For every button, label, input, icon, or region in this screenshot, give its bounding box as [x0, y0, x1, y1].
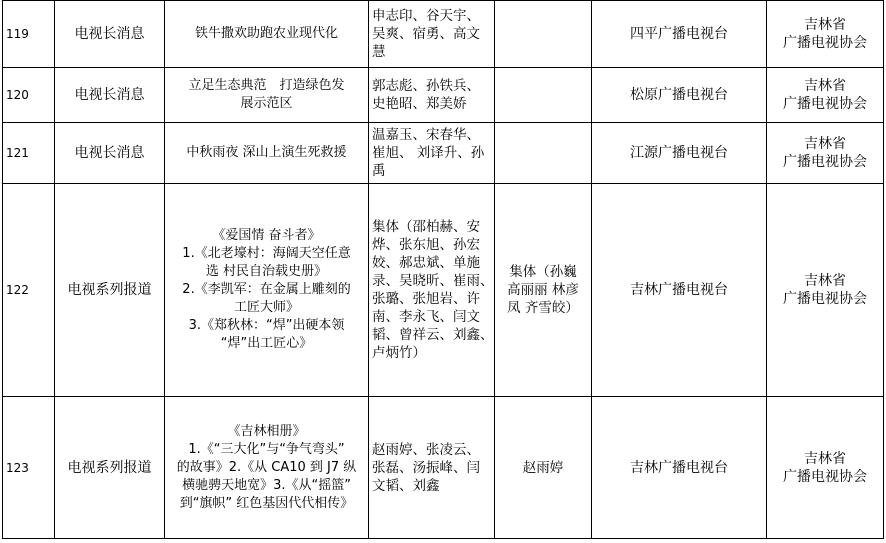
cell-line: 崔旭、 刘译升、孙 [372, 145, 485, 161]
cell-line: 录、吴晓昕、崔雨、 [372, 273, 494, 289]
publishing-unit: 四平广播电视台 [592, 1, 767, 68]
award-category: 电视系列报道 [55, 397, 165, 539]
cell-line: 赵雨婷、张凌云、 [372, 441, 480, 458]
cell-line: 广播电视协会 [783, 35, 867, 51]
table-body [3, 1, 884, 539]
table-row [3, 68, 884, 123]
cell-line: 《爱国情 奋斗者》 [212, 228, 321, 243]
work-title [165, 123, 369, 184]
cell-line: 集体（孙巍 [509, 264, 577, 280]
cell-line: 广播电视协会 [783, 154, 867, 170]
work-title [165, 184, 369, 397]
publishing-unit: 吉林广播电视台 [592, 184, 767, 397]
cell-line: 2.《李凯军：在金属上雕刻的 [182, 282, 351, 297]
cell-line: 广播电视协会 [783, 96, 867, 112]
cell-line: 到“旗帜” 红色基因代代相传》 [179, 495, 354, 511]
publishing-unit: 松原广播电视台 [592, 68, 767, 123]
cell-line: 铁牛撒欢助跑农业现代化 [194, 26, 338, 41]
cell-line: 立足生态典范 打造绿色发 [188, 78, 345, 93]
recommending-unit [767, 1, 884, 68]
work-title [165, 1, 369, 68]
recommending-unit [767, 123, 884, 184]
award-category: 电视长消息 [55, 68, 165, 123]
row-number: 123 [3, 397, 55, 539]
cell-line: 郭志彪、孙铁兵、 [372, 78, 480, 94]
cell-line: 张磊、汤振峰、闫 [372, 459, 480, 476]
authors [369, 123, 495, 184]
recommending-unit [767, 184, 884, 397]
cell-line: 集体（邵柏赫、安 [372, 219, 480, 235]
cell-line: 《吉林相册》 [227, 423, 306, 439]
awards-table [2, 0, 884, 539]
cell-line: 烨、张东旭、孙宏 [372, 237, 480, 253]
recommending-unit [767, 68, 884, 123]
cell-line: 张璐、张旭岩、许 [372, 291, 480, 307]
recommending-unit [767, 397, 884, 539]
cell-line: 南、李永飞、闫文 [372, 309, 480, 325]
editors [495, 123, 592, 184]
cell-line: 韬、曾祥云、刘鑫、 [372, 327, 494, 343]
cell-line: 工匠大师》 [233, 300, 299, 315]
cell-line: 申志印、谷天宇、 [372, 8, 480, 24]
cell-line: 高丽丽 林彦 [507, 282, 579, 298]
cell-line: 吉林省 [804, 78, 846, 94]
cell-line: 吉林省 [804, 273, 846, 289]
authors [369, 1, 495, 68]
row-number: 119 [3, 1, 55, 68]
authors [369, 68, 495, 123]
row-number: 121 [3, 123, 55, 184]
editors [495, 397, 592, 539]
cell-line: 广播电视协会 [783, 468, 867, 485]
award-category: 电视系列报道 [55, 184, 165, 397]
cell-line: 吉林省 [804, 17, 846, 33]
cell-line: 慧 [372, 44, 386, 60]
cell-line: 卢炳竹） [372, 345, 426, 361]
cell-line: 禹 [372, 163, 386, 179]
publishing-unit: 吉林广播电视台 [592, 397, 767, 539]
cell-line: 吉林省 [804, 450, 846, 467]
cell-line: 1.《“三大化”与“争气弯头” [188, 441, 345, 457]
cell-line: 中秋雨夜 深山上演生死救援 [186, 145, 347, 160]
cell-line: 3.《郑秋林：“焊”出硬本领 [188, 318, 345, 333]
editors [495, 1, 592, 68]
authors [369, 397, 495, 539]
cell-line: 的故事》2.《从 CA10 到 J7 纵 [176, 459, 357, 475]
table-row [3, 397, 884, 539]
work-title [165, 68, 369, 123]
table-row [3, 184, 884, 397]
cell-line: 文韬、刘鑫 [372, 477, 440, 494]
cell-line: 赵雨婷 [522, 459, 564, 476]
award-category: 电视长消息 [55, 123, 165, 184]
table-row [3, 1, 884, 68]
editors [495, 184, 592, 397]
work-title [165, 397, 369, 539]
cell-line: 展示范区 [240, 96, 293, 111]
cell-line: 吉林省 [804, 136, 846, 152]
table-row [3, 123, 884, 184]
authors [369, 184, 495, 397]
cell-line: 吴爽、宿勇、高文 [372, 26, 480, 42]
row-number: 120 [3, 68, 55, 123]
publishing-unit: 江源广播电视台 [592, 123, 767, 184]
cell-line: “焊”出工匠心》 [220, 336, 313, 351]
cell-line: 选 村民自治载史册》 [205, 264, 328, 279]
cell-line: 横驰骋天地宽》3.《从“摇篮” [182, 477, 351, 493]
editors [495, 68, 592, 123]
cell-line: 凤 齐雪皎） [507, 300, 579, 316]
cell-line: 史艳昭、郑美娇 [372, 96, 467, 112]
cell-line: 广播电视协会 [783, 291, 867, 307]
cell-line: 1.《北老壕村：海阔天空任意 [182, 246, 351, 261]
award-category: 电视长消息 [55, 1, 165, 68]
cell-line: 姣、郝忠斌、单施 [372, 255, 480, 271]
cell-line: 温嘉玉、宋春华、 [372, 127, 480, 143]
row-number: 122 [3, 184, 55, 397]
